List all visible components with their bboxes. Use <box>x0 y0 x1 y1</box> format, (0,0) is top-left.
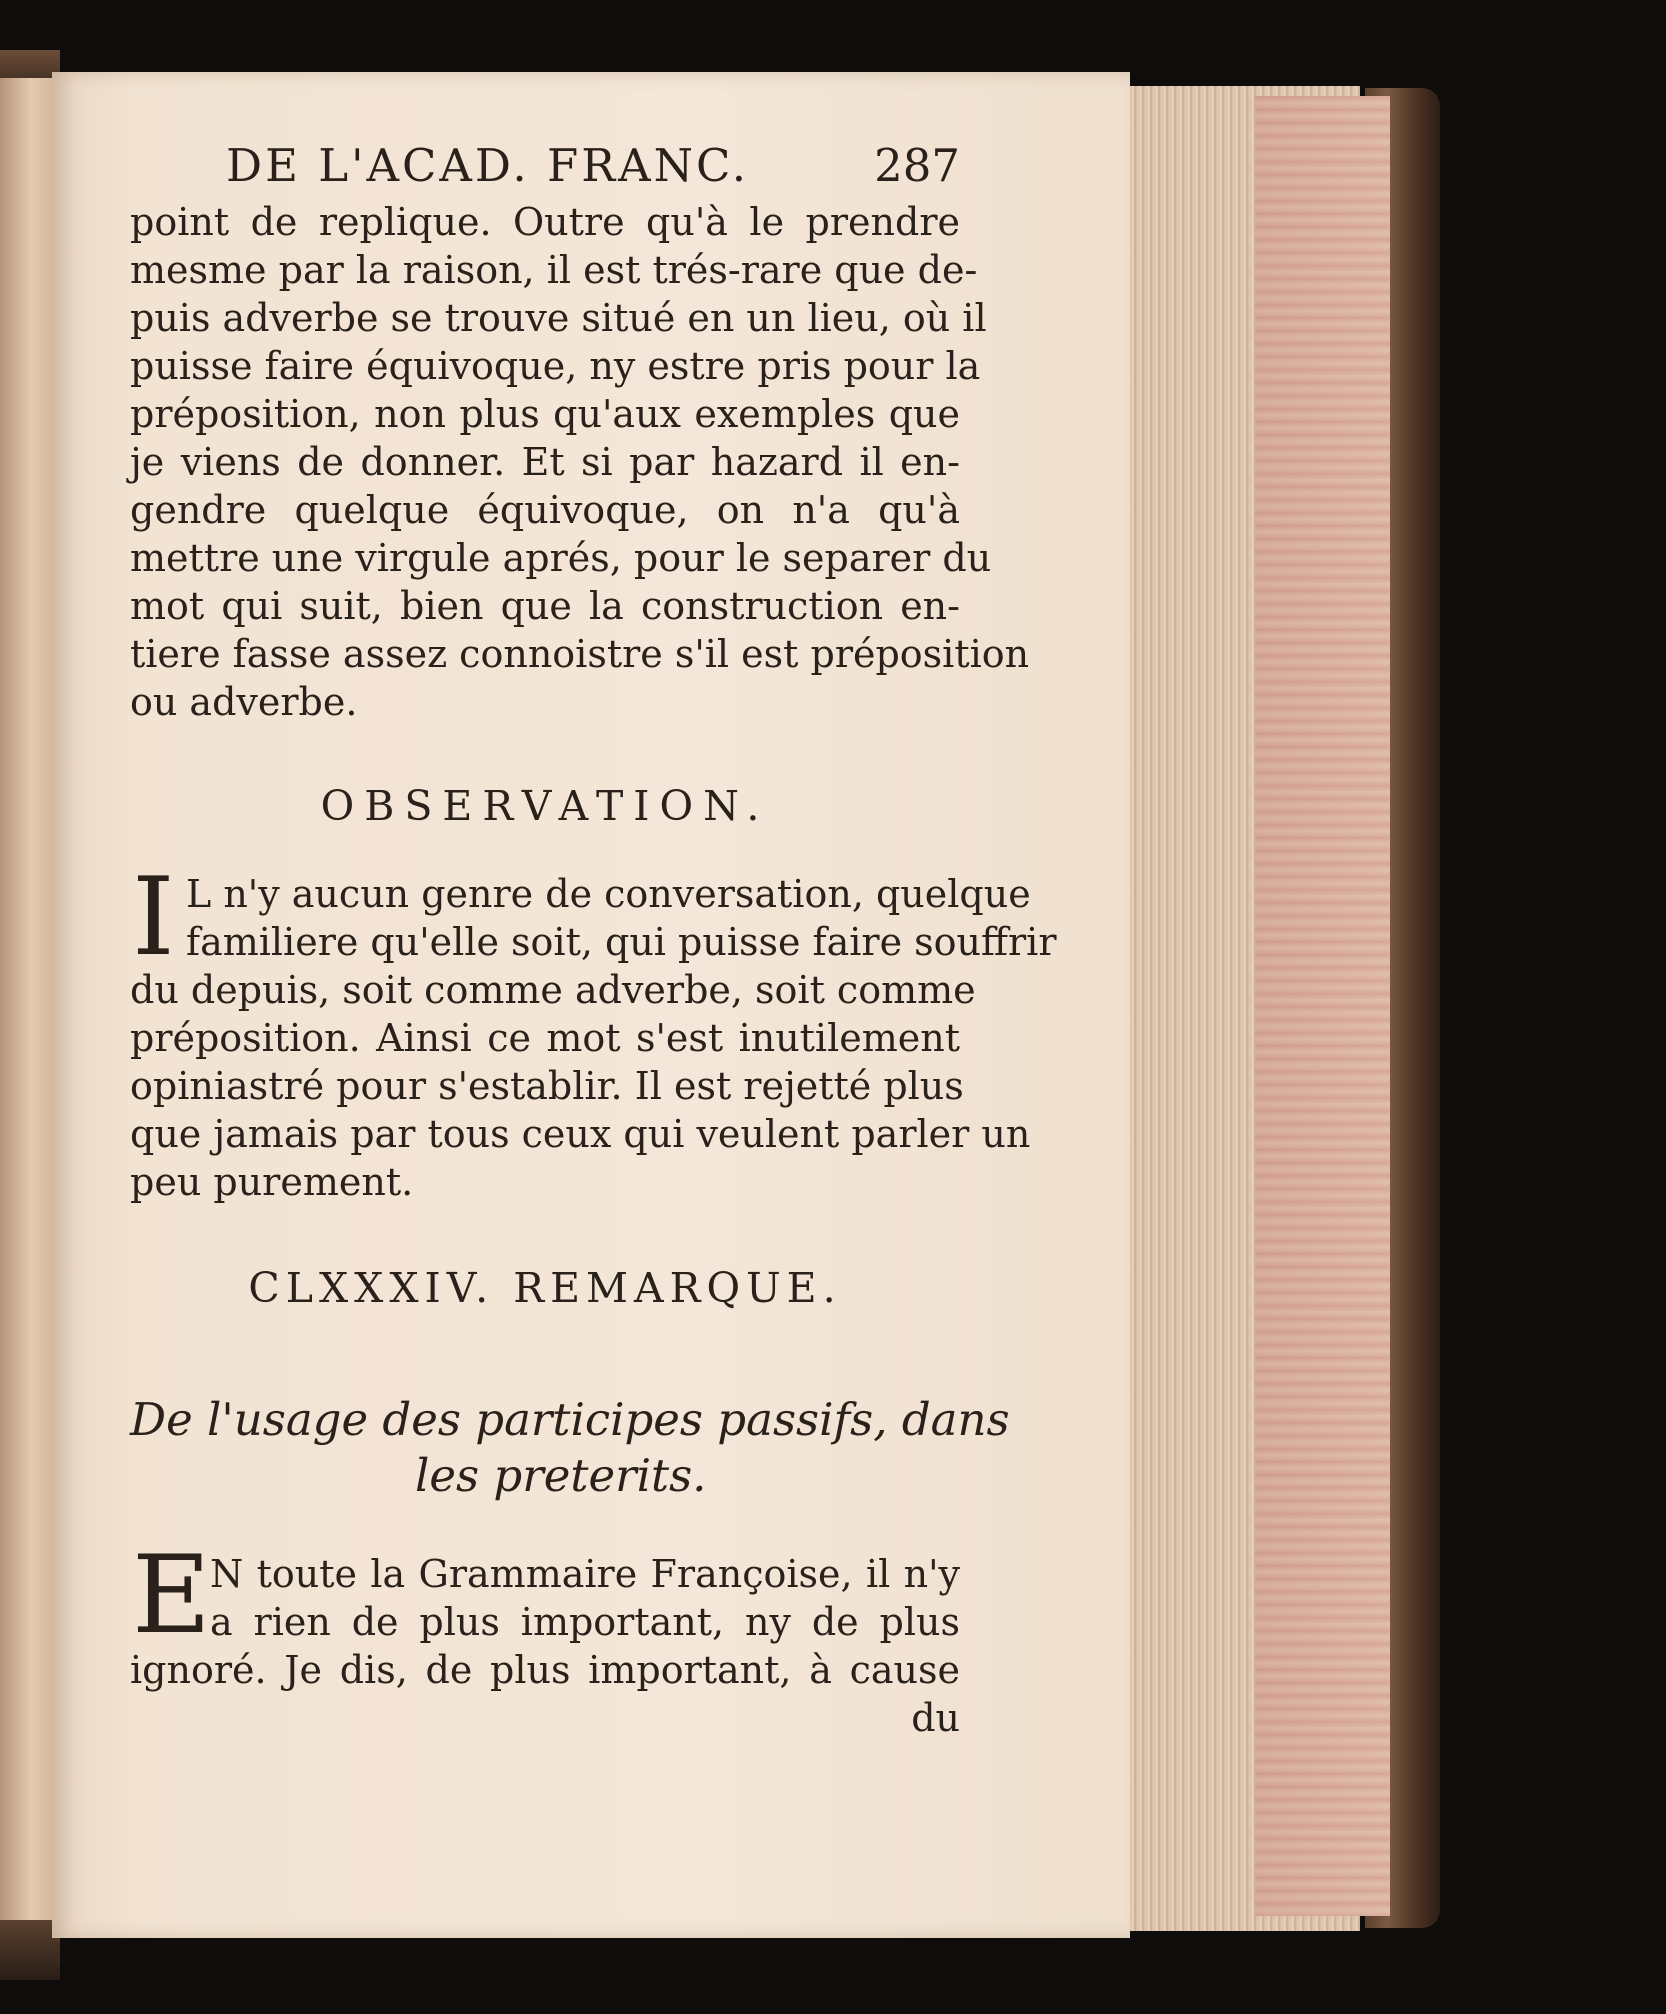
text-line: familiere qu'elle soit, qui puisse faire souffrir <box>186 920 1057 964</box>
text-line: point de replique. Outre qu'à le prendre <box>130 200 960 244</box>
catchword: du <box>911 1696 960 1740</box>
remarque-subtitle-line: les preterits. <box>415 1449 707 1502</box>
text-line: je viens de donner. Et si par hazard il en- <box>130 440 960 484</box>
text-line: mot qui suit, bien que la construction en- <box>130 584 960 628</box>
remarque-heading: CLXXXIV. REMARQUE. <box>248 1264 842 1312</box>
sprinkled-edges <box>1255 96 1390 1916</box>
drop-cap: E <box>132 1533 211 1658</box>
text-line: gendre quelque équivoque, on n'a qu'à <box>130 488 960 532</box>
text-line: ou adverbe. <box>130 680 358 724</box>
text-line: a rien de plus important, ny de plus <box>210 1600 960 1644</box>
observation-heading: OBSERVATION. <box>320 782 770 830</box>
text-line: tiere fasse assez connoistre s'il est préposition <box>130 632 1030 676</box>
text-line: puis adverbe se trouve situé en un lieu, où il <box>130 296 987 340</box>
text-line: que jamais par tous ceux qui veulent parler un <box>130 1112 1031 1156</box>
text-line: préposition. Ainsi ce mot s'est inutilement <box>130 1016 960 1060</box>
running-head <box>130 136 960 196</box>
running-head-title: DE L'ACAD. FRANC. <box>226 139 750 192</box>
drop-cap: I <box>132 855 175 980</box>
text-line: du depuis, soit comme adverbe, soit comme <box>130 968 976 1012</box>
text-line: préposition, non plus qu'aux exemples que <box>130 392 960 436</box>
left-binding-bottom <box>0 1920 60 1980</box>
text-line: ignoré. Je dis, de plus important, à cause <box>130 1648 960 1692</box>
left-page-edge <box>0 78 54 1938</box>
text-line: peu purement. <box>130 1160 414 1204</box>
text-line: L n'y aucun genre de conversation, quelque <box>186 872 1031 916</box>
text-line: puisse faire équivoque, ny estre pris pour la <box>130 344 981 388</box>
text-line: mettre une virgule aprés, pour le separer du <box>130 536 992 580</box>
page-number: 287 <box>874 139 960 192</box>
text-line: mesme par la raison, il est trés-rare que de- <box>130 248 978 292</box>
remarque-subtitle-line: De l'usage des participes passifs, dans <box>130 1393 1010 1446</box>
text-line: N toute la Grammaire Françoise, il n'y <box>210 1552 960 1596</box>
text-line: opiniastré pour s'establir. Il est rejetté plus <box>130 1064 964 1108</box>
